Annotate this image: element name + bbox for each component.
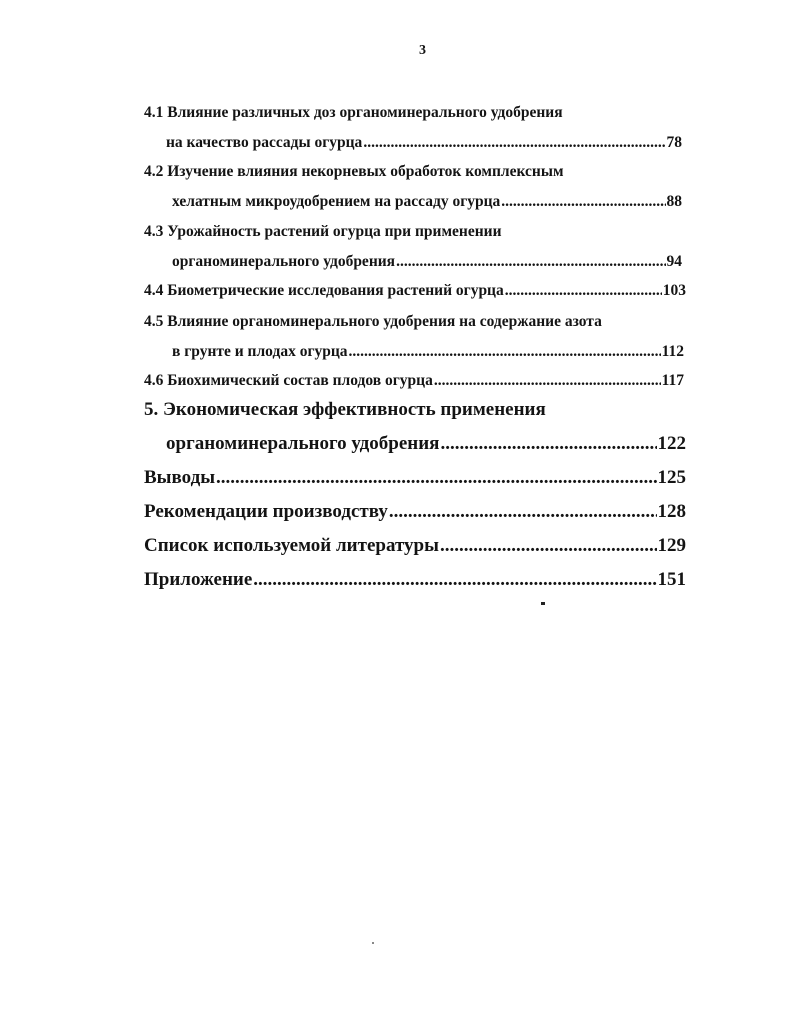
- toc-entry-4-1-title: 4.1 Влияние различных доз органоминерального удобрения: [144, 104, 563, 121]
- toc-entry-appendix-title: Приложение: [144, 569, 253, 590]
- toc-entry-references-page: 129: [657, 535, 686, 556]
- toc-entry-conclusions-page: 125: [657, 467, 686, 488]
- dot-leader: [216, 467, 656, 489]
- toc-entry-4-3-title-cont: органоминерального удобрения: [172, 253, 396, 270]
- dot-leader: [434, 372, 661, 390]
- toc-entry-4-2-page: 88: [666, 193, 682, 210]
- page-number: 3: [419, 43, 426, 58]
- toc-entry-5: [166, 433, 686, 455]
- toc-entry-4-6: [144, 372, 684, 390]
- dot-leader: [349, 343, 661, 361]
- toc-entry-4-4-page: 103: [662, 282, 686, 299]
- scan-speck: [541, 602, 545, 605]
- dot-leader: [396, 253, 665, 271]
- toc-entry-4-5: [172, 343, 684, 361]
- dot-leader: [440, 433, 656, 455]
- dot-leader: [389, 501, 657, 523]
- toc-entry-appendix: [144, 569, 686, 591]
- toc-entry-5-title: 5. Экономическая эффективность применения: [144, 399, 546, 420]
- toc-entry-references-title: Список используемой литературы: [144, 535, 439, 556]
- toc-entry-4-5-title: 4.5 Влияние органоминерального удобрения на содержание азота: [144, 313, 602, 330]
- toc-entry-4-3: [172, 253, 682, 271]
- toc-entry-conclusions: [144, 467, 686, 489]
- toc-entry-4-1-page: 78: [666, 134, 682, 151]
- toc-entry-recommendations-title: Рекомендации производству: [144, 501, 388, 522]
- toc-entry-4-3-title: 4.3 Урожайность растений огурца при применении: [144, 223, 502, 240]
- toc-entry-appendix-page: 151: [657, 569, 686, 590]
- dot-leader: [505, 282, 662, 300]
- toc-entry-4-2-title: 4.2 Изучение влияния некорневых обработок комплексным: [144, 163, 564, 180]
- toc-entry-4-6-page: 117: [661, 372, 684, 389]
- toc-entry-5-page: 122: [657, 433, 686, 454]
- dot-leader: [363, 134, 665, 152]
- toc-entry-4-6-title: 4.6 Биохимический состав плодов огурца: [144, 372, 433, 389]
- toc-entry-4-5-page: 112: [661, 343, 684, 360]
- toc-entry-recommendations-page: 128: [657, 501, 686, 522]
- dot-leader: [501, 193, 665, 211]
- scan-speck: [372, 942, 374, 944]
- toc-entry-4-4: [144, 282, 686, 300]
- toc-entry-4-5-title-cont: в грунте и плодах огурца: [172, 343, 348, 360]
- dot-leader: [253, 569, 656, 591]
- toc-entry-4-1: [166, 134, 682, 152]
- toc-entry-conclusions-title: Выводы: [144, 467, 216, 488]
- toc-entry-4-2-title-cont: хелатным микроудобрением на рассаду огурца: [172, 193, 501, 210]
- dot-leader: [440, 535, 657, 557]
- toc-entry-references: [144, 535, 686, 557]
- toc-entry-4-2: [172, 193, 682, 211]
- toc-entry-4-1-title-cont: на качество рассады огурца: [166, 134, 363, 151]
- toc-entry-4-3-page: 94: [666, 253, 682, 270]
- toc-entry-recommendations: [144, 501, 686, 523]
- toc-entry-4-4-title: 4.4 Биометрические исследования растений огурца: [144, 282, 504, 299]
- toc-entry-5-title-cont: органоминерального удобрения: [166, 433, 440, 454]
